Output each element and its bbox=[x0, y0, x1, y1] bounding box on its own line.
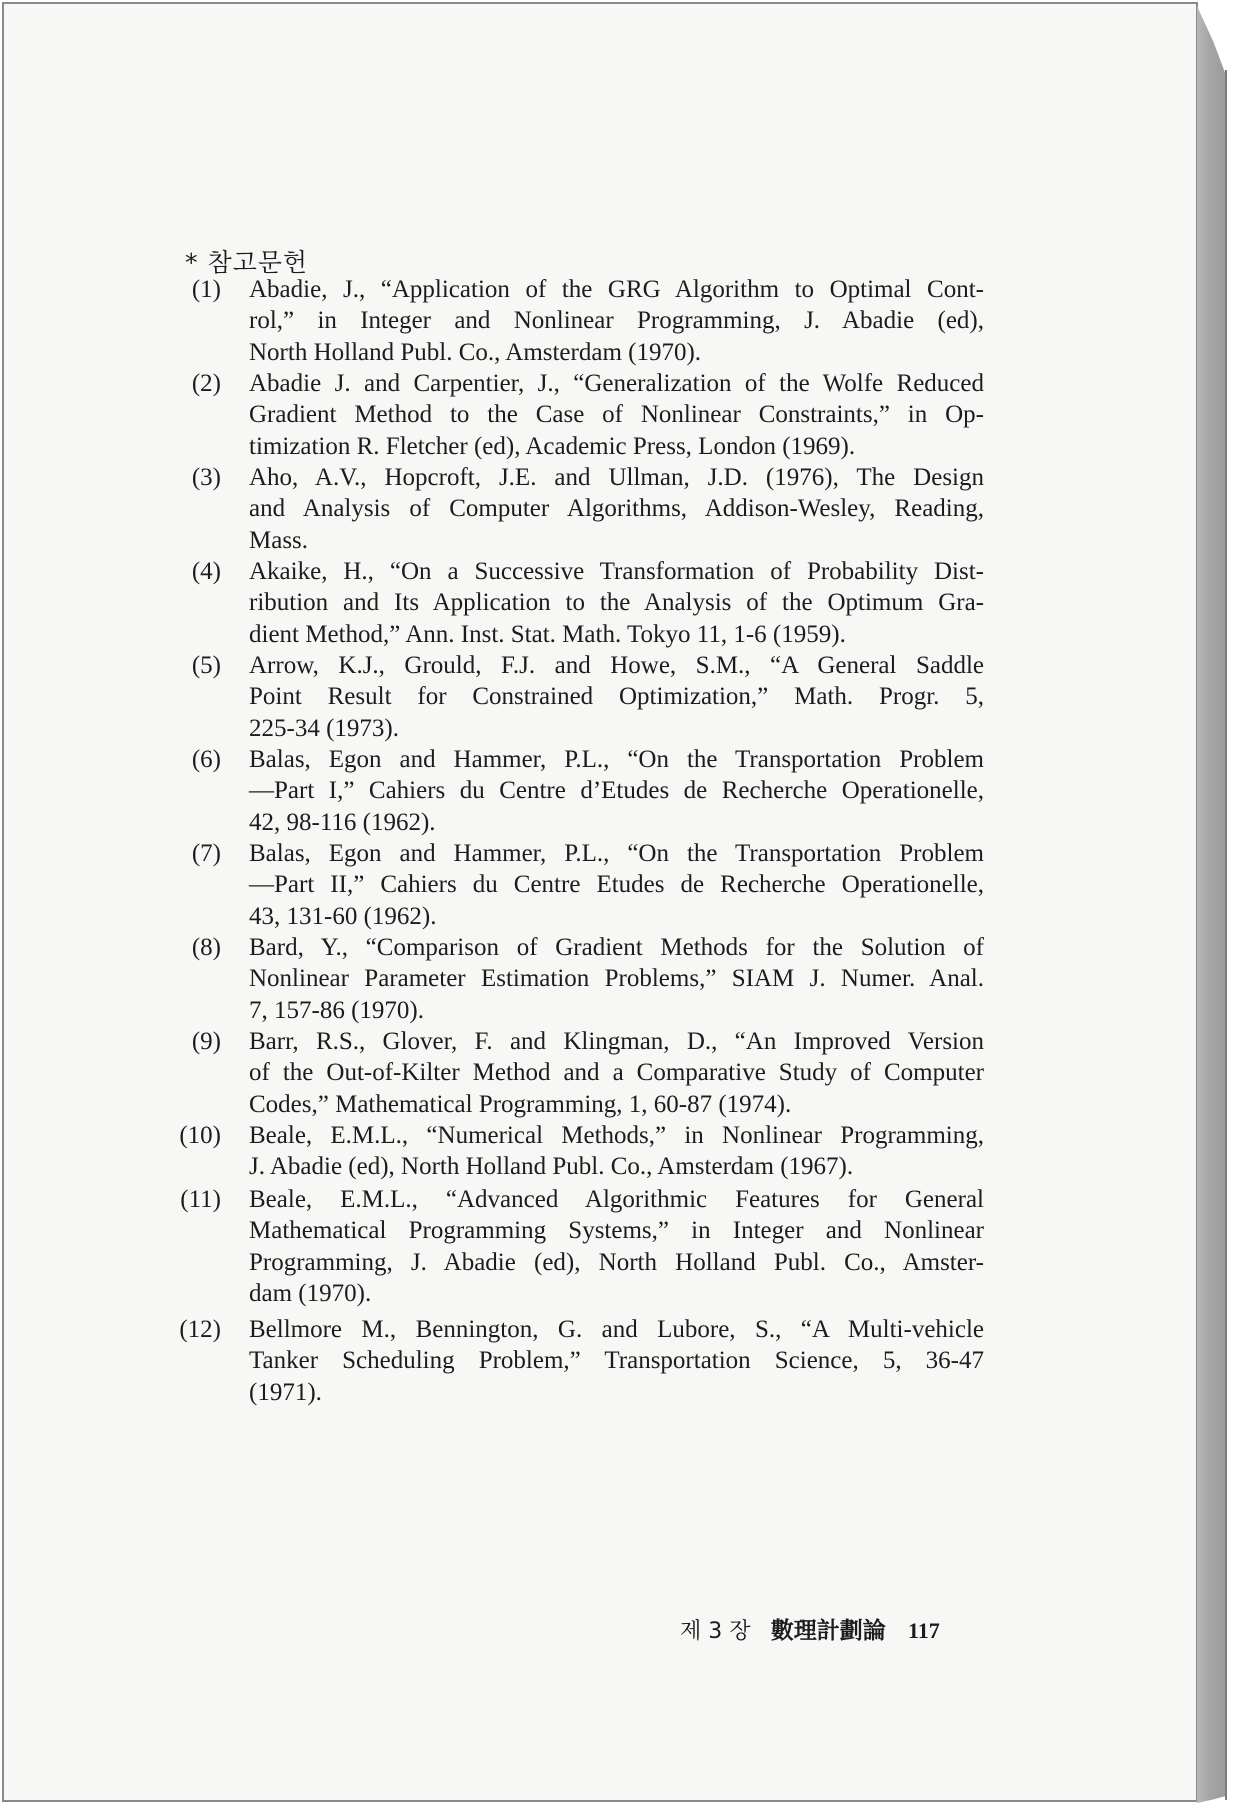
reference-line: Codes,” Mathematical Programming, 1, 60-87 (1974). bbox=[249, 1090, 792, 1118]
reference-line: Point Result for Constrained Optimization,” Math. Progr. 5, bbox=[249, 683, 984, 711]
reference-number: (1) bbox=[191, 276, 221, 303]
reference-line: dient Method,” Ann. Inst. Stat. Math. Tokyo 11, 1-6 (1959). bbox=[249, 620, 846, 648]
reference-line: Nonlinear Parameter Estimation Problems,” SIAM J. Numer. Anal. bbox=[249, 965, 984, 993]
reference-line: Mathematical Programming Systems,” in Integer and Nonlinear bbox=[249, 1217, 984, 1245]
footer-chapter: 제 3 장 bbox=[680, 1619, 751, 1644]
reference-text bbox=[249, 368, 984, 462]
reference-line: Beale, E.M.L., “Numerical Methods,” in Nonlinear Programming, bbox=[249, 1122, 984, 1149]
reference-text bbox=[249, 1184, 984, 1310]
reference-line: Arrow, K.J., Grould, F.J. and Howe, S.M., “A General Saddle bbox=[249, 652, 984, 679]
reference-line: rol,” in Integer and Nonlinear Programming, J. Abadie (ed), bbox=[249, 307, 984, 335]
reference-number: (5) bbox=[191, 652, 221, 679]
reference-line: Gradient Method to the Case of Nonlinear Constraints,” in Op- bbox=[249, 401, 984, 429]
reference-text bbox=[249, 744, 984, 838]
reference-text bbox=[249, 650, 984, 744]
reference-text bbox=[249, 1120, 984, 1183]
page-number: 117 bbox=[908, 1618, 940, 1643]
reference-line: J. Abadie (ed), North Holland Publ. Co., Amsterdam (1967). bbox=[249, 1153, 854, 1181]
reference-text bbox=[249, 556, 984, 650]
reference-text bbox=[249, 838, 984, 932]
reference-line: of the Out-of-Kilter Method and a Comparative Study of Computer bbox=[249, 1059, 984, 1087]
reference-line: Barr, R.S., Glover, F. and Klingman, D., “An Improved Version bbox=[249, 1028, 984, 1055]
reference-line: Balas, Egon and Hammer, P.L., “On the Transportation Problem bbox=[249, 840, 984, 867]
reference-line: Programming, J. Abadie (ed), North Holland Publ. Co., Amster- bbox=[249, 1248, 984, 1276]
reference-number: (8) bbox=[191, 934, 221, 961]
reference-number: (9) bbox=[191, 1028, 221, 1055]
reference-line: dam (1970). bbox=[249, 1280, 372, 1308]
reference-line: 7, 157-86 (1970). bbox=[249, 996, 424, 1024]
reference-line: Abadie, J., “Application of the GRG Algorithm to Optimal Cont- bbox=[249, 276, 984, 303]
reference-line: Bard, Y., “Comparison of Gradient Methods for the Solution of bbox=[249, 934, 984, 961]
reference-line: (1971). bbox=[249, 1378, 322, 1406]
reference-line: 43, 131-60 (1962). bbox=[249, 902, 437, 930]
reference-line: ribution and Its Application to the Analysis of the Optimum Gra- bbox=[249, 589, 984, 617]
reference-number: (12) bbox=[179, 1316, 221, 1343]
reference-line: and Analysis of Computer Algorithms, Addison-Wesley, Reading, bbox=[249, 495, 984, 523]
reference-line: timization R. Fletcher (ed), Academic Press, London (1969). bbox=[249, 432, 856, 460]
reference-number: (4) bbox=[191, 558, 221, 585]
reference-number: (11) bbox=[180, 1186, 221, 1213]
reference-line: North Holland Publ. Co., Amsterdam (1970). bbox=[249, 338, 702, 366]
reference-number: (3) bbox=[191, 464, 221, 491]
reference-number: (7) bbox=[191, 840, 221, 867]
reference-line: Bellmore M., Bennington, G. and Lubore, S., “A Multi-vehicle bbox=[249, 1316, 984, 1343]
reference-text bbox=[249, 462, 984, 556]
references-heading: * 참고문헌 bbox=[185, 248, 309, 277]
reference-line: Tanker Scheduling Problem,” Transportation Science, 5, 36-47 bbox=[249, 1347, 984, 1375]
page-footer bbox=[680, 1612, 940, 1645]
reference-number: (10) bbox=[179, 1122, 221, 1149]
reference-line: —Part II,” Cahiers du Centre Etudes de Recherche Operationelle, bbox=[249, 871, 984, 899]
reference-number: (6) bbox=[191, 746, 221, 773]
footer-title: 數理計劃論 bbox=[770, 1618, 886, 1644]
reference-line: Aho, A.V., Hopcroft, J.E. and Ullman, J.D. (1976), The Design bbox=[249, 464, 984, 491]
reference-line: 42, 98-116 (1962). bbox=[249, 808, 436, 836]
reference-line: Beale, E.M.L., “Advanced Algorithmic Features for General bbox=[249, 1186, 984, 1213]
reference-text bbox=[249, 1026, 984, 1120]
reference-number: (2) bbox=[191, 370, 221, 397]
reference-line: Abadie J. and Carpentier, J., “Generalization of the Wolfe Reduced bbox=[249, 370, 984, 397]
page-edge-shadow bbox=[1197, 6, 1227, 1803]
reference-line: 225-34 (1973). bbox=[249, 714, 399, 742]
reference-text bbox=[249, 274, 984, 368]
reference-text bbox=[249, 932, 984, 1026]
page-edge-line bbox=[1225, 70, 1227, 1800]
reference-line: Balas, Egon and Hammer, P.L., “On the Transportation Problem bbox=[249, 746, 984, 773]
reference-line: —Part I,” Cahiers du Centre d’Etudes de Recherche Operationelle, bbox=[249, 777, 984, 805]
reference-text bbox=[249, 1314, 984, 1408]
reference-line: Akaike, H., “On a Successive Transformation of Probability Dist- bbox=[249, 558, 984, 585]
reference-line: Mass. bbox=[249, 526, 309, 554]
